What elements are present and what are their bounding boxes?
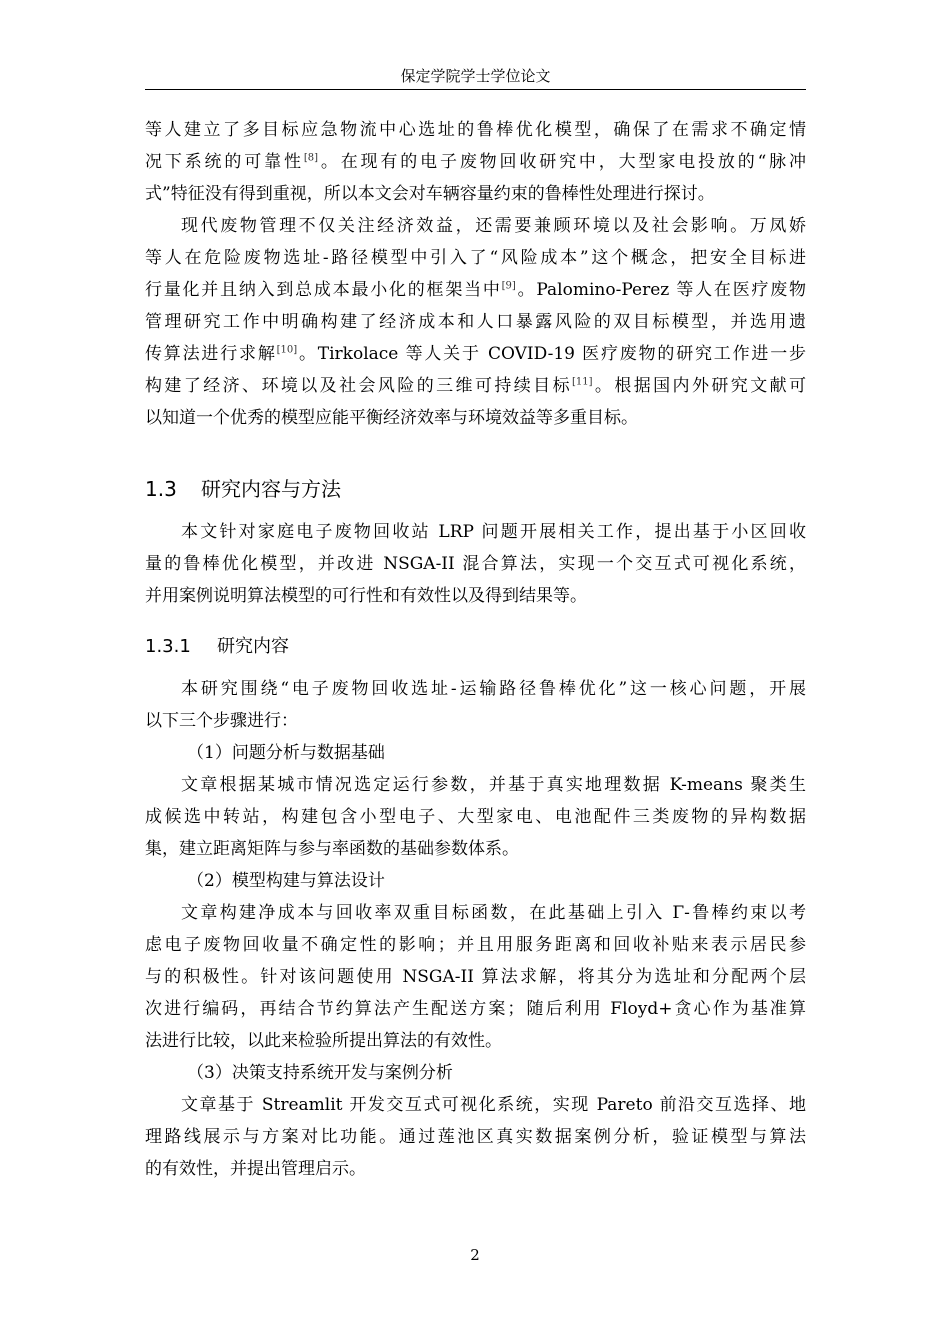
item1-line3: 集，建立距离矩阵与参与率函数的基础参数体系。: [145, 839, 519, 859]
item1-line2: 成候选中转站，构建包含小型电子、大型家电、电池配件三类废物的异构数据: [145, 807, 806, 827]
para2-line6: [145, 374, 806, 398]
para1-line3: 式”特征没有得到重视，所以本文会对车辆容量约束的鲁棒性处理进行探讨。: [145, 184, 715, 204]
para2-line4: 管理研究工作中明确构建了经济成本和人口暴露风险的双目标模型，并选用遗: [145, 312, 806, 332]
para4-line2: 以下三个步骤进行：: [145, 711, 298, 731]
text-span: 。Tirkolace 等人关于 COVID-19 医疗废物的研究工作进一步: [297, 344, 807, 364]
para2-line1: 现代废物管理不仅关注经济效益，还需要兼顾环境以及社会影响。万凤娇: [181, 216, 806, 236]
citation-11: [11]: [571, 376, 593, 388]
section-title: 研究内容与方法: [201, 477, 341, 501]
item2-line5: 法进行比较，以此来检验所提出算法的有效性。: [145, 1031, 502, 1051]
item2-line3: 与的积极性。针对该问题使用 NSGA-II 算法求解，将其分为选址和分配两个层: [145, 967, 806, 987]
para3-line2: 量的鲁棒优化模型，并改进 NSGA-II 混合算法，实现一个交互式可视化系统，: [145, 554, 806, 574]
item3-line3: 的有效性，并提出管理启示。: [145, 1159, 366, 1179]
para2-line7: 以知道一个优秀的模型应能平衡经济效率与环境效益等多重目标。: [145, 408, 638, 428]
section-number: 1.3.1: [145, 636, 191, 657]
text-span: 。在现有的电子废物回收研究中，大型家电投放的“脉冲: [318, 152, 806, 172]
para1-line2: [145, 150, 806, 174]
header-rule: [145, 89, 806, 90]
page-number: 2: [470, 1246, 480, 1264]
item2-line2: 虑电子废物回收量不确定性的影响；并且用服务距离和回收补贴来表示居民参: [145, 935, 806, 955]
para3-line1: 本文针对家庭电子废物回收站 LRP 问题开展相关工作，提出基于小区回收: [181, 522, 806, 542]
item2-line1: 文章构建净成本与回收率双重目标函数，在此基础上引入 Γ-鲁棒约束以考: [181, 903, 806, 923]
text-span: 传算法进行求解: [145, 344, 277, 364]
citation-9: [9]: [501, 280, 516, 292]
text-span: 构建了经济、环境以及社会风险的三维可持续目标: [145, 376, 572, 396]
section-number: 1.3: [145, 477, 177, 501]
item3-line1: 文章基于 Streamlit 开发交互式可视化系统，实现 Pareto 前沿交互选择、地: [181, 1095, 806, 1115]
section-title: 研究内容: [217, 636, 289, 657]
section-heading-1-3: [145, 476, 341, 502]
item1-heading: （1）问题分析与数据基础: [187, 743, 385, 763]
para2-line3: [145, 278, 806, 302]
para4-line1: 本研究围绕“电子废物回收选址-运输路径鲁棒优化”这一核心问题，开展: [181, 679, 806, 699]
citation-8: [8]: [303, 152, 318, 164]
item2-heading: （2）模型构建与算法设计: [187, 871, 385, 891]
para2-line2: 等人在危险废物选址-路径模型中引入了“风险成本”这个概念，把安全目标进: [145, 248, 806, 268]
item2-line4: 次进行编码，再结合节约算法产生配送方案；随后利用 Floyd+贪心作为基准算: [145, 999, 806, 1019]
running-header: 保定学院学士学位论文: [400, 67, 551, 85]
text-span: 。Palomino-Perez 等人在医疗废物: [515, 280, 807, 300]
text-span: 况下系统的可靠性: [145, 152, 304, 172]
item3-line2: 理路线展示与方案对比功能。通过莲池区真实数据案例分析，验证模型与算法: [145, 1127, 806, 1147]
text-span: 行量化并且纳入到总成本最小化的框架当中: [145, 280, 502, 300]
text-span: 。根据国内外研究文献可: [592, 376, 807, 396]
para3-line3: 并用案例说明算法模型的可行性和有效性以及得到结果等。: [145, 586, 587, 606]
para1-line1: 等人建立了多目标应急物流中心选址的鲁棒优化模型，确保了在需求不确定情: [145, 120, 806, 140]
citation-10: [10]: [276, 344, 298, 356]
para2-line5: [145, 342, 806, 366]
item1-line1: 文章根据某城市情况选定运行参数，并基于真实地理数据 K-means 聚类生: [181, 775, 806, 795]
section-heading-1-3-1: [145, 635, 289, 659]
item3-heading: （3）决策支持系统开发与案例分析: [187, 1063, 453, 1083]
